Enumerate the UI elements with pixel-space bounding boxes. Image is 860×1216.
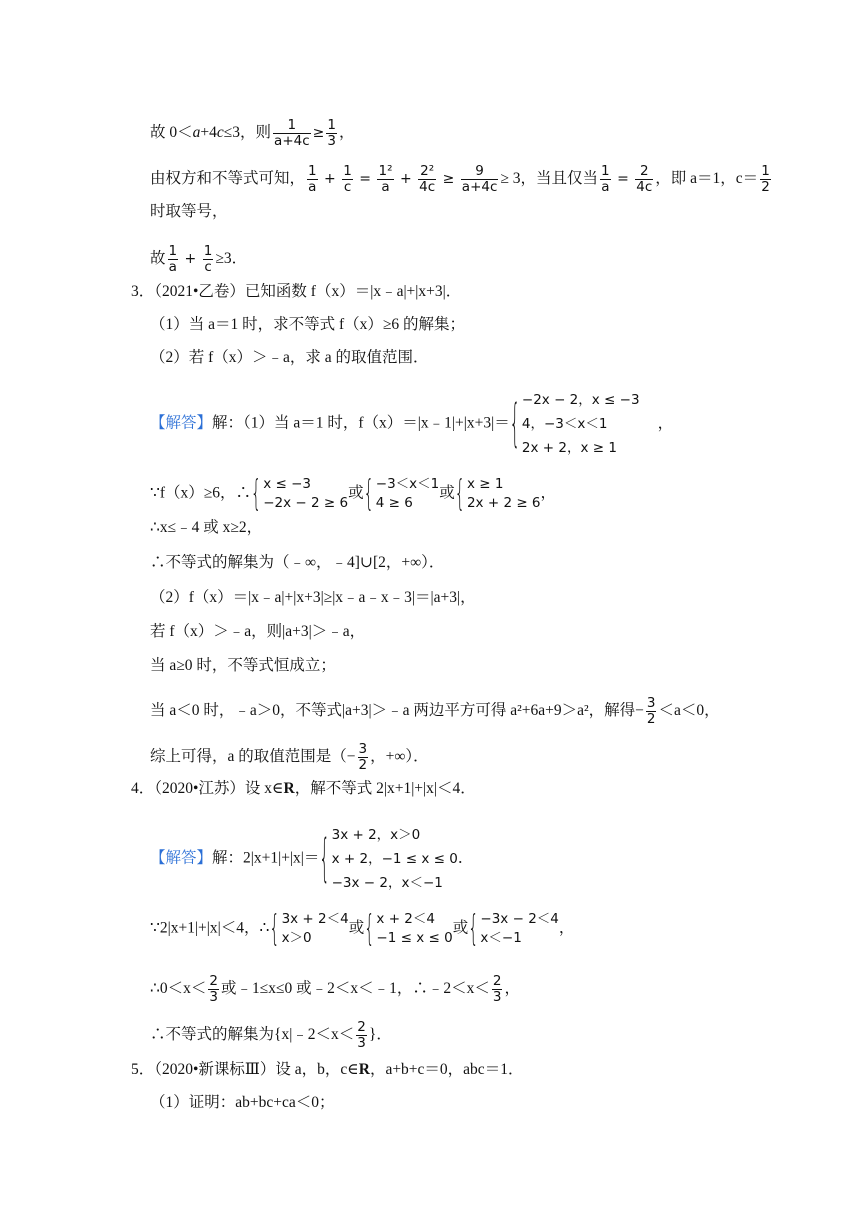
system: { x ≤ −3 −2x − 2 ≥ 6 <box>251 472 349 514</box>
piece-row: 2x + 2，x ≥ 1 <box>521 440 617 456</box>
problem-3-step-6: 当 a≥0 时，不等式恒成立； <box>150 657 336 674</box>
system-row: −1 ≤ x ≤ 0 <box>376 930 453 946</box>
fraction <box>646 696 657 727</box>
piece-row: 4，−3＜x＜1 <box>521 416 608 432</box>
fraction <box>208 974 219 1005</box>
text: 4．（2020•江苏）设 x∈ <box>131 780 284 797</box>
text: ， <box>338 124 355 142</box>
denominator: c <box>204 259 212 275</box>
text: c <box>216 124 224 142</box>
numerator: 2² <box>420 163 435 179</box>
text: ≥ <box>312 125 325 142</box>
text: ，a+b+c＝0，abc＝1． <box>369 1061 524 1078</box>
line-top-1 <box>150 118 355 149</box>
numerator: 3 <box>646 695 656 711</box>
numerator: 2 <box>635 164 653 180</box>
denominator: 4c <box>419 179 436 195</box>
piecewise: { −2x − 2，x ≤ −3 4，−3＜x＜1 2x + 2，x ≥ 1 <box>510 388 640 460</box>
problem-4-step-3 <box>150 1020 392 1051</box>
text: ≥ 3，当且仅当 <box>500 170 599 188</box>
line-top-2: 由权方和不等式可知， $\frac{1}{a}$ + $\frac{1}{c}$ = $\frac{\text{1²}}{a}$ + $\frac{\text{2²}}{4c}$ ≥ $\frac{9}{a+4c}$ ≥ 3，当且仅当 $\frac{1}{a}$ = $\frac{2}{4c}$ ，即 a＝1，c＝ $\frac{1}{2}$ <box>150 163 770 195</box>
fraction <box>760 164 771 195</box>
fraction <box>342 164 353 195</box>
text: 故 0＜ <box>150 124 193 142</box>
answer-tag: 【解答】 <box>150 849 213 867</box>
system: { x ≥ 1 2x + 2 ≥ 6 <box>454 472 541 514</box>
text: 当 a＜0 时，﹣a＞0，不等式|a+3|＞﹣a 两边平方可得 a²+6a+9＞a²，解得− <box>150 702 644 720</box>
fraction <box>418 164 436 195</box>
fraction <box>461 164 499 195</box>
fraction <box>492 974 503 1005</box>
numerator: 1² <box>378 163 393 179</box>
problem-3-title: 3．（2021•乙卷）已知函数 f（x）＝|x﹣a|+|x+3|． <box>131 283 462 300</box>
fraction <box>635 164 653 195</box>
denominator: 4c <box>636 179 653 195</box>
system-row: −2x − 2 ≥ 6 <box>263 495 349 511</box>
piecewise: { 3x + 2，x＞0 x + 2，−1 ≤ x ≤ 0 −3x − 2，x＜−1 <box>319 823 457 895</box>
numerator: 9 <box>461 164 499 180</box>
problem-4-step-1 <box>150 907 575 949</box>
denominator: a <box>308 179 317 195</box>
problem-3-step-3: ∴不等式的解集为（﹣∞，﹣4]∪[2，+∞）． <box>150 554 445 571</box>
line-top-3: 时取等号， <box>150 203 228 220</box>
system: { −3＜x＜1 4 ≥ 6 <box>363 472 440 514</box>
piece-row: 3x + 2，x＞0 <box>331 827 421 843</box>
system-row: −3＜x＜1 <box>375 476 440 492</box>
system-row: x ≥ 1 <box>466 476 504 492</box>
fraction <box>326 118 337 149</box>
numerator: 2 <box>209 973 218 989</box>
denominator: 3 <box>209 989 218 1005</box>
problem-3-step-7 <box>150 696 720 727</box>
numerator: 1 <box>601 163 610 179</box>
problem-3-step-4: （2）f（x）＝|x﹣a|+|x+3|≥|x﹣a﹣x﹣3|＝|a+3|， <box>150 589 476 606</box>
line-top-4: 故 $\frac{1}{a}$ + $\frac{1}{c}$ ≥3． <box>150 243 248 275</box>
denominator: c <box>343 179 352 195</box>
denominator: a+4c <box>461 179 498 195</box>
system-row: 4 ≥ 6 <box>375 495 413 511</box>
problem-5-title <box>131 1060 523 1080</box>
fraction <box>203 244 214 275</box>
text: 故 <box>150 250 166 268</box>
text: 或 <box>348 484 364 502</box>
fraction <box>358 742 369 773</box>
numerator: 1 <box>203 243 213 259</box>
text: ≥3． <box>215 250 248 268</box>
system-row: x ≤ −3 <box>263 476 312 492</box>
piece-row: x + 2，−1 ≤ x ≤ 0 <box>331 851 458 867</box>
fraction <box>273 118 311 149</box>
answer-tag: 【解答】 <box>150 414 213 432</box>
system: { 3x + 2＜4 x＞0 <box>269 907 349 949</box>
system-row: −3x − 2＜4 <box>480 911 559 927</box>
text: 或 <box>439 484 455 502</box>
problem-3-answer <box>150 388 673 460</box>
system-row: x＜−1 <box>480 930 522 946</box>
text: ， <box>540 484 557 502</box>
text: 由权方和不等式可知， <box>150 170 306 188</box>
text: ，即 a＝1，c＝ <box>655 170 759 188</box>
text: R <box>358 1061 370 1078</box>
system-row: 2x + 2 ≥ 6 <box>466 495 541 511</box>
text: a <box>192 124 201 142</box>
text: ＜a＜0， <box>658 702 720 720</box>
text: R <box>283 780 295 797</box>
text: ∴不等式的解集为{x|﹣2＜x＜ <box>150 1026 355 1044</box>
piece-row: −3x − 2，x＜−1 <box>331 875 443 891</box>
denominator: 3 <box>492 989 502 1005</box>
text: 5．（2020•新课标Ⅲ）设 a，b，c∈ <box>131 1061 359 1078</box>
text: ∵2|x+1|+|x|＜4，∴ <box>150 919 270 937</box>
text: ∴0＜x＜ <box>150 980 207 998</box>
text: ∵f（x）≥6，∴ <box>150 484 252 502</box>
denominator: 2 <box>358 757 368 773</box>
text: 或 <box>348 919 365 937</box>
text: 或 <box>452 919 469 937</box>
text: ， <box>657 414 674 432</box>
numerator: 1 <box>168 243 178 259</box>
problem-4-answer <box>150 823 473 895</box>
denominator: a <box>601 179 610 195</box>
system-row: 3x + 2＜4 <box>281 911 349 927</box>
problem-3-q2: （2）若 f（x）＞﹣a，求 a 的取值范围． <box>150 349 429 366</box>
text: ， <box>504 980 520 998</box>
text: ≤3，则 <box>223 124 272 142</box>
numerator: 1 <box>761 163 770 179</box>
fraction <box>600 164 611 195</box>
text: }． <box>368 1026 392 1044</box>
denominator: 2 <box>646 711 656 727</box>
problem-3-step-2: ∴x≤﹣4 或 x≥2， <box>150 519 263 536</box>
system-row: x + 2＜4 <box>376 911 435 927</box>
text: ， <box>558 919 575 937</box>
problem-3-step-8 <box>150 742 429 773</box>
fraction <box>307 164 318 195</box>
problem-3-step-1 <box>150 472 557 514</box>
numerator: 1 <box>273 118 311 134</box>
denominator: 3 <box>357 1035 366 1051</box>
denominator: a+4c <box>274 133 310 149</box>
system-row: x＞0 <box>281 930 312 946</box>
text: +4 <box>200 124 217 142</box>
problem-4-step-2 <box>150 974 520 1005</box>
problem-3-q1: （1）当 a＝1 时，求不等式 f（x）≥6 的解集； <box>150 316 466 333</box>
problem-3-step-5: 若 f（x）＞﹣a，则|a+3|＞﹣a， <box>150 623 366 640</box>
numerator: 1 <box>308 163 317 179</box>
numerator: 2 <box>357 1019 366 1035</box>
text: 解：（1）当 a＝1 时，f（x）＝|x﹣1|+|x+3|＝ <box>212 414 510 432</box>
fraction <box>377 164 393 195</box>
text: ，+∞）． <box>370 748 429 766</box>
text: 综上可得，a 的取值范围是（− <box>150 748 356 766</box>
denominator: a <box>381 179 390 195</box>
numerator: 1 <box>327 117 336 133</box>
denominator: a <box>168 259 177 275</box>
system: { −3x − 2＜4 x＜−1 <box>468 907 559 949</box>
numerator: 3 <box>358 741 368 757</box>
fraction <box>168 244 179 275</box>
text: 解：2|x+1|+|x|＝ <box>212 849 320 867</box>
problem-4-title <box>131 779 476 799</box>
denominator: 2 <box>761 179 770 195</box>
denominator: 3 <box>327 133 336 149</box>
problem-5-q1: （1）证明：ab+bc+ca＜0； <box>150 1094 335 1111</box>
fraction <box>356 1020 367 1051</box>
text: ． <box>457 849 474 867</box>
numerator: 2 <box>492 973 502 989</box>
system: { x + 2＜4 −1 ≤ x ≤ 0 <box>364 907 453 949</box>
numerator: 1 <box>343 163 352 179</box>
text: 或﹣1≤x≤0 或﹣2＜x＜﹣1，∴﹣2＜x＜ <box>220 980 490 998</box>
piece-row: −2x − 2，x ≤ −3 <box>521 392 640 408</box>
text: ，解不等式 2|x+1|+|x|＜4． <box>294 780 476 797</box>
